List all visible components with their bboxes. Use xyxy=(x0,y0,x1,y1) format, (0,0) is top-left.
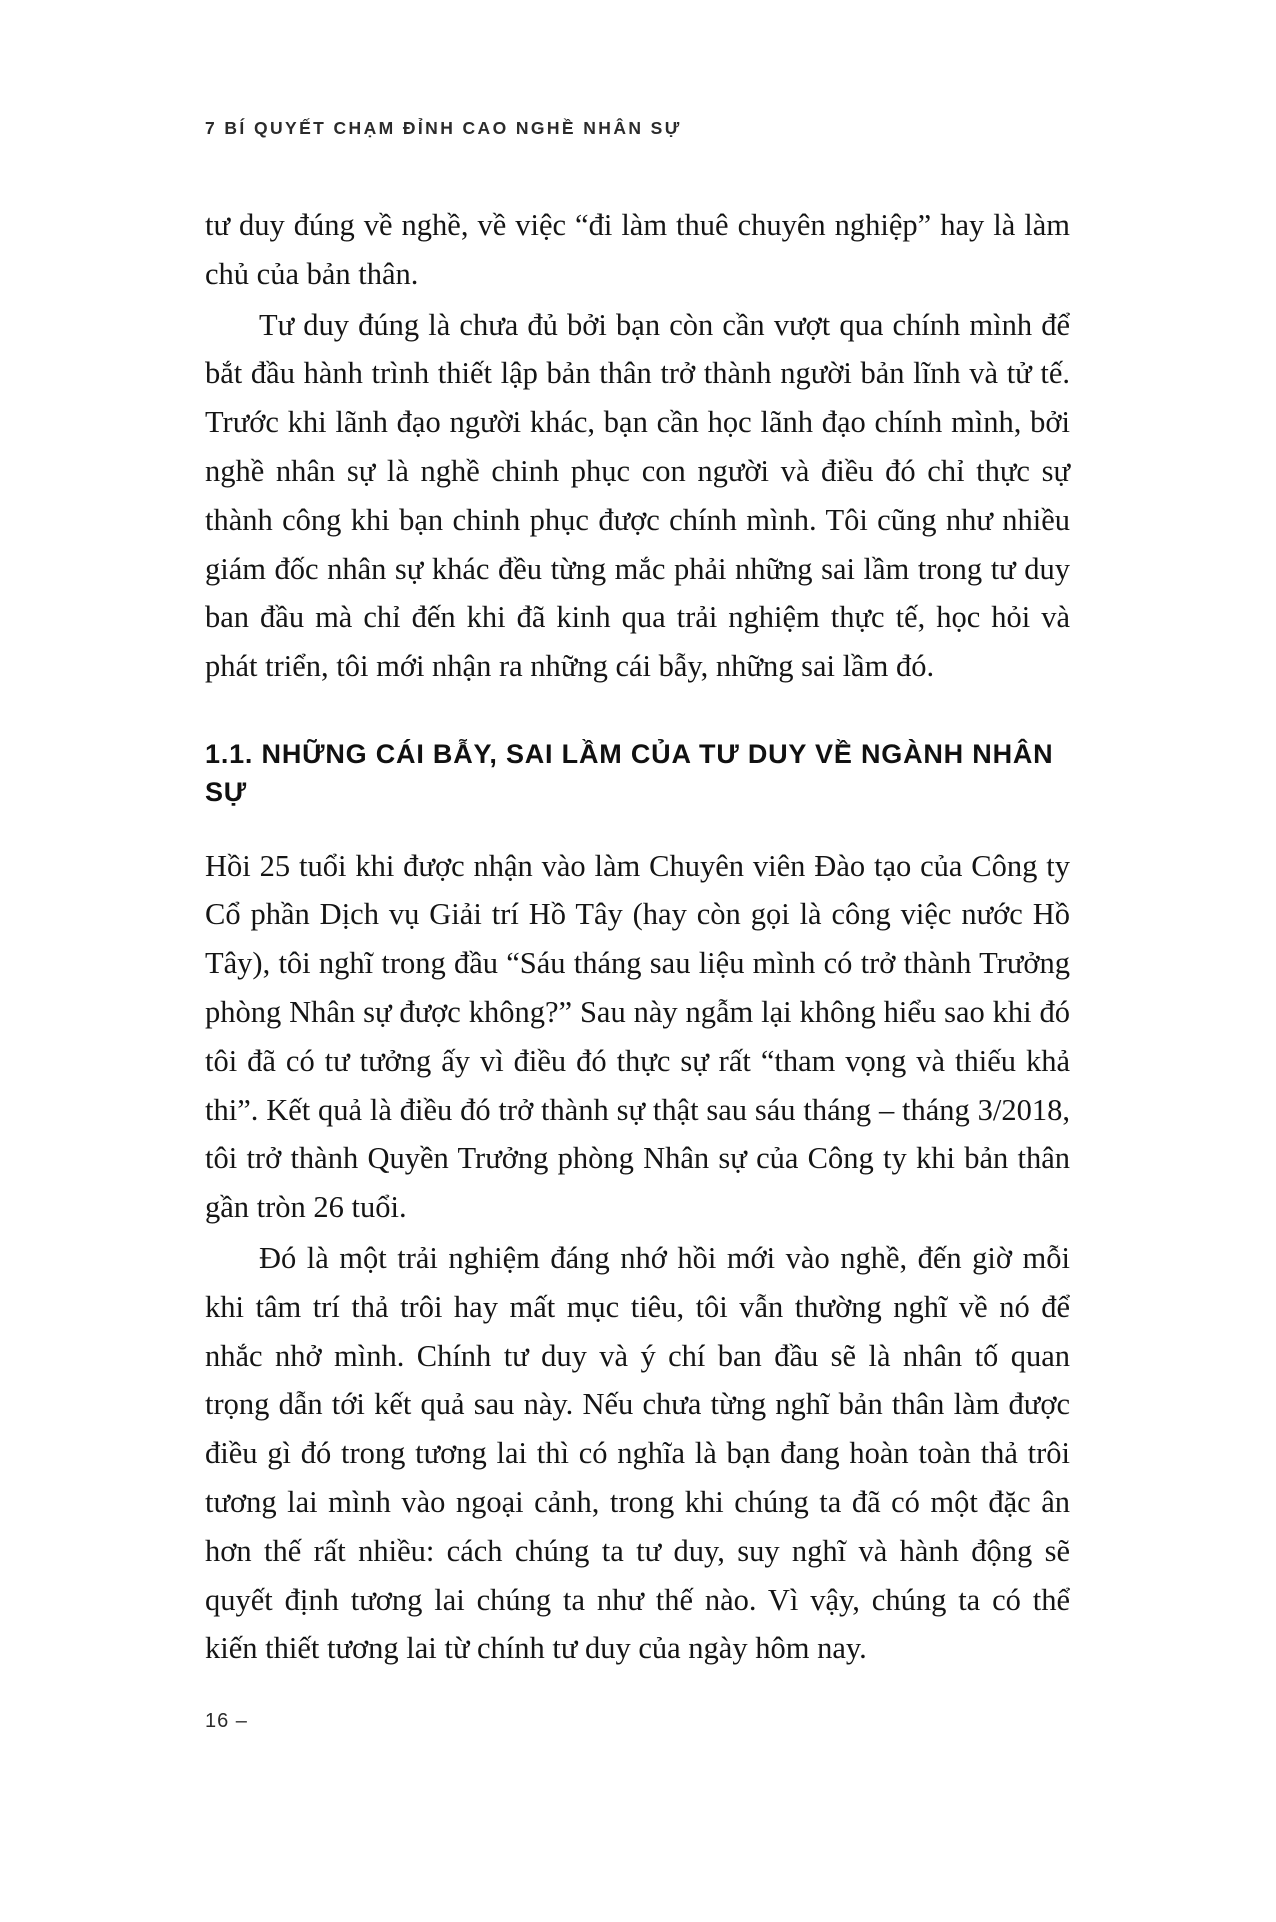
running-head: 7 BÍ QUYẾT CHẠM ĐỈNH CAO NGHỀ NHÂN SỰ xyxy=(205,118,682,138)
paragraph-story-intro: Hồi 25 tuổi khi được nhận vào làm Chuyên viên Đào tạo của Công ty Cổ phần Dịch vụ Giải trí Hồ Tây (hay còn gọi là công việc nước Hồ Tây), tôi nghĩ trong đầu “Sáu tháng sau liệu mình có trở thành Trưởng phòng Nhân sự được không?” Sau này ngẫm lại không hiểu sao khi đó tôi đã có tư tưởng ấy vì điều đó thực sự rất “tham vọng và thiếu khả thi”. Kết quả là điều đó trở thành sự thật sau sáu tháng – tháng 3/2018, tôi trở thành Quyền Trưởng phòng Nhân sự của Công ty khi bản thân gần tròn 26 tuổi. xyxy=(205,848,1070,1225)
paragraph-mindset: Tư duy đúng là chưa đủ bởi bạn còn cần vượt qua chính mình để bắt đầu hành trình thiết lập bản thân trở thành người bản lĩnh và tử tế. Trước khi lãnh đạo người khác, bạn cần học lãnh đạo chính mình, bởi nghề nhân sự là nghề chinh phục con người và điều đó chỉ thực sự thành công khi bạn chinh phục được chính mình. Tôi cũng như nhiều giám đốc nhân sự khác đều từng mắc phải những sai lầm trong tư duy ban đầu mà chỉ đến khi đã kinh qua trải nghiệm thực tế, học hỏi và phát triển, tôi mới nhận ra những cái bẫy, những sai lầm đó. xyxy=(205,307,1070,684)
page-content xyxy=(205,118,1070,1675)
page-number: 16 – xyxy=(205,1710,248,1732)
paragraph-reflection: Đó là một trải nghiệm đáng nhớ hồi mới vào nghề, đến giờ mỗi khi tâm trí thả trôi hay mất mục tiêu, tôi vẫn thường nghĩ về nó để nhắc nhở mình. Chính tư duy và ý chí ban đầu sẽ là nhân tố quan trọng dẫn tới kết quả sau này. Nếu chưa từng nghĩ bản thân làm được điều gì đó trong tương lai thì có nghĩa là bạn đang hoàn toàn thả trôi tương lai mình vào ngoại cảnh, trong khi chúng ta đã có một đặc ân hơn thế rất nhiều: cách chúng ta tư duy, suy nghĩ và hành động sẽ quyết định tương lai chúng ta như thế nào. Vì vậy, chúng ta có thể kiến thiết tương lai từ chính tư duy của ngày hôm nay. xyxy=(205,1241,1070,1666)
paragraph-continuation: tư duy đúng về nghề, về việc “đi làm thuê chuyên nghiệp” hay là làm chủ của bản thân. xyxy=(205,208,1070,291)
section-heading-1-1: 1.1. NHỮNG CÁI BẪY, SAI LẦM CỦA TƯ DUY VỀ NGÀNH NHÂN SỰ xyxy=(205,738,1054,808)
